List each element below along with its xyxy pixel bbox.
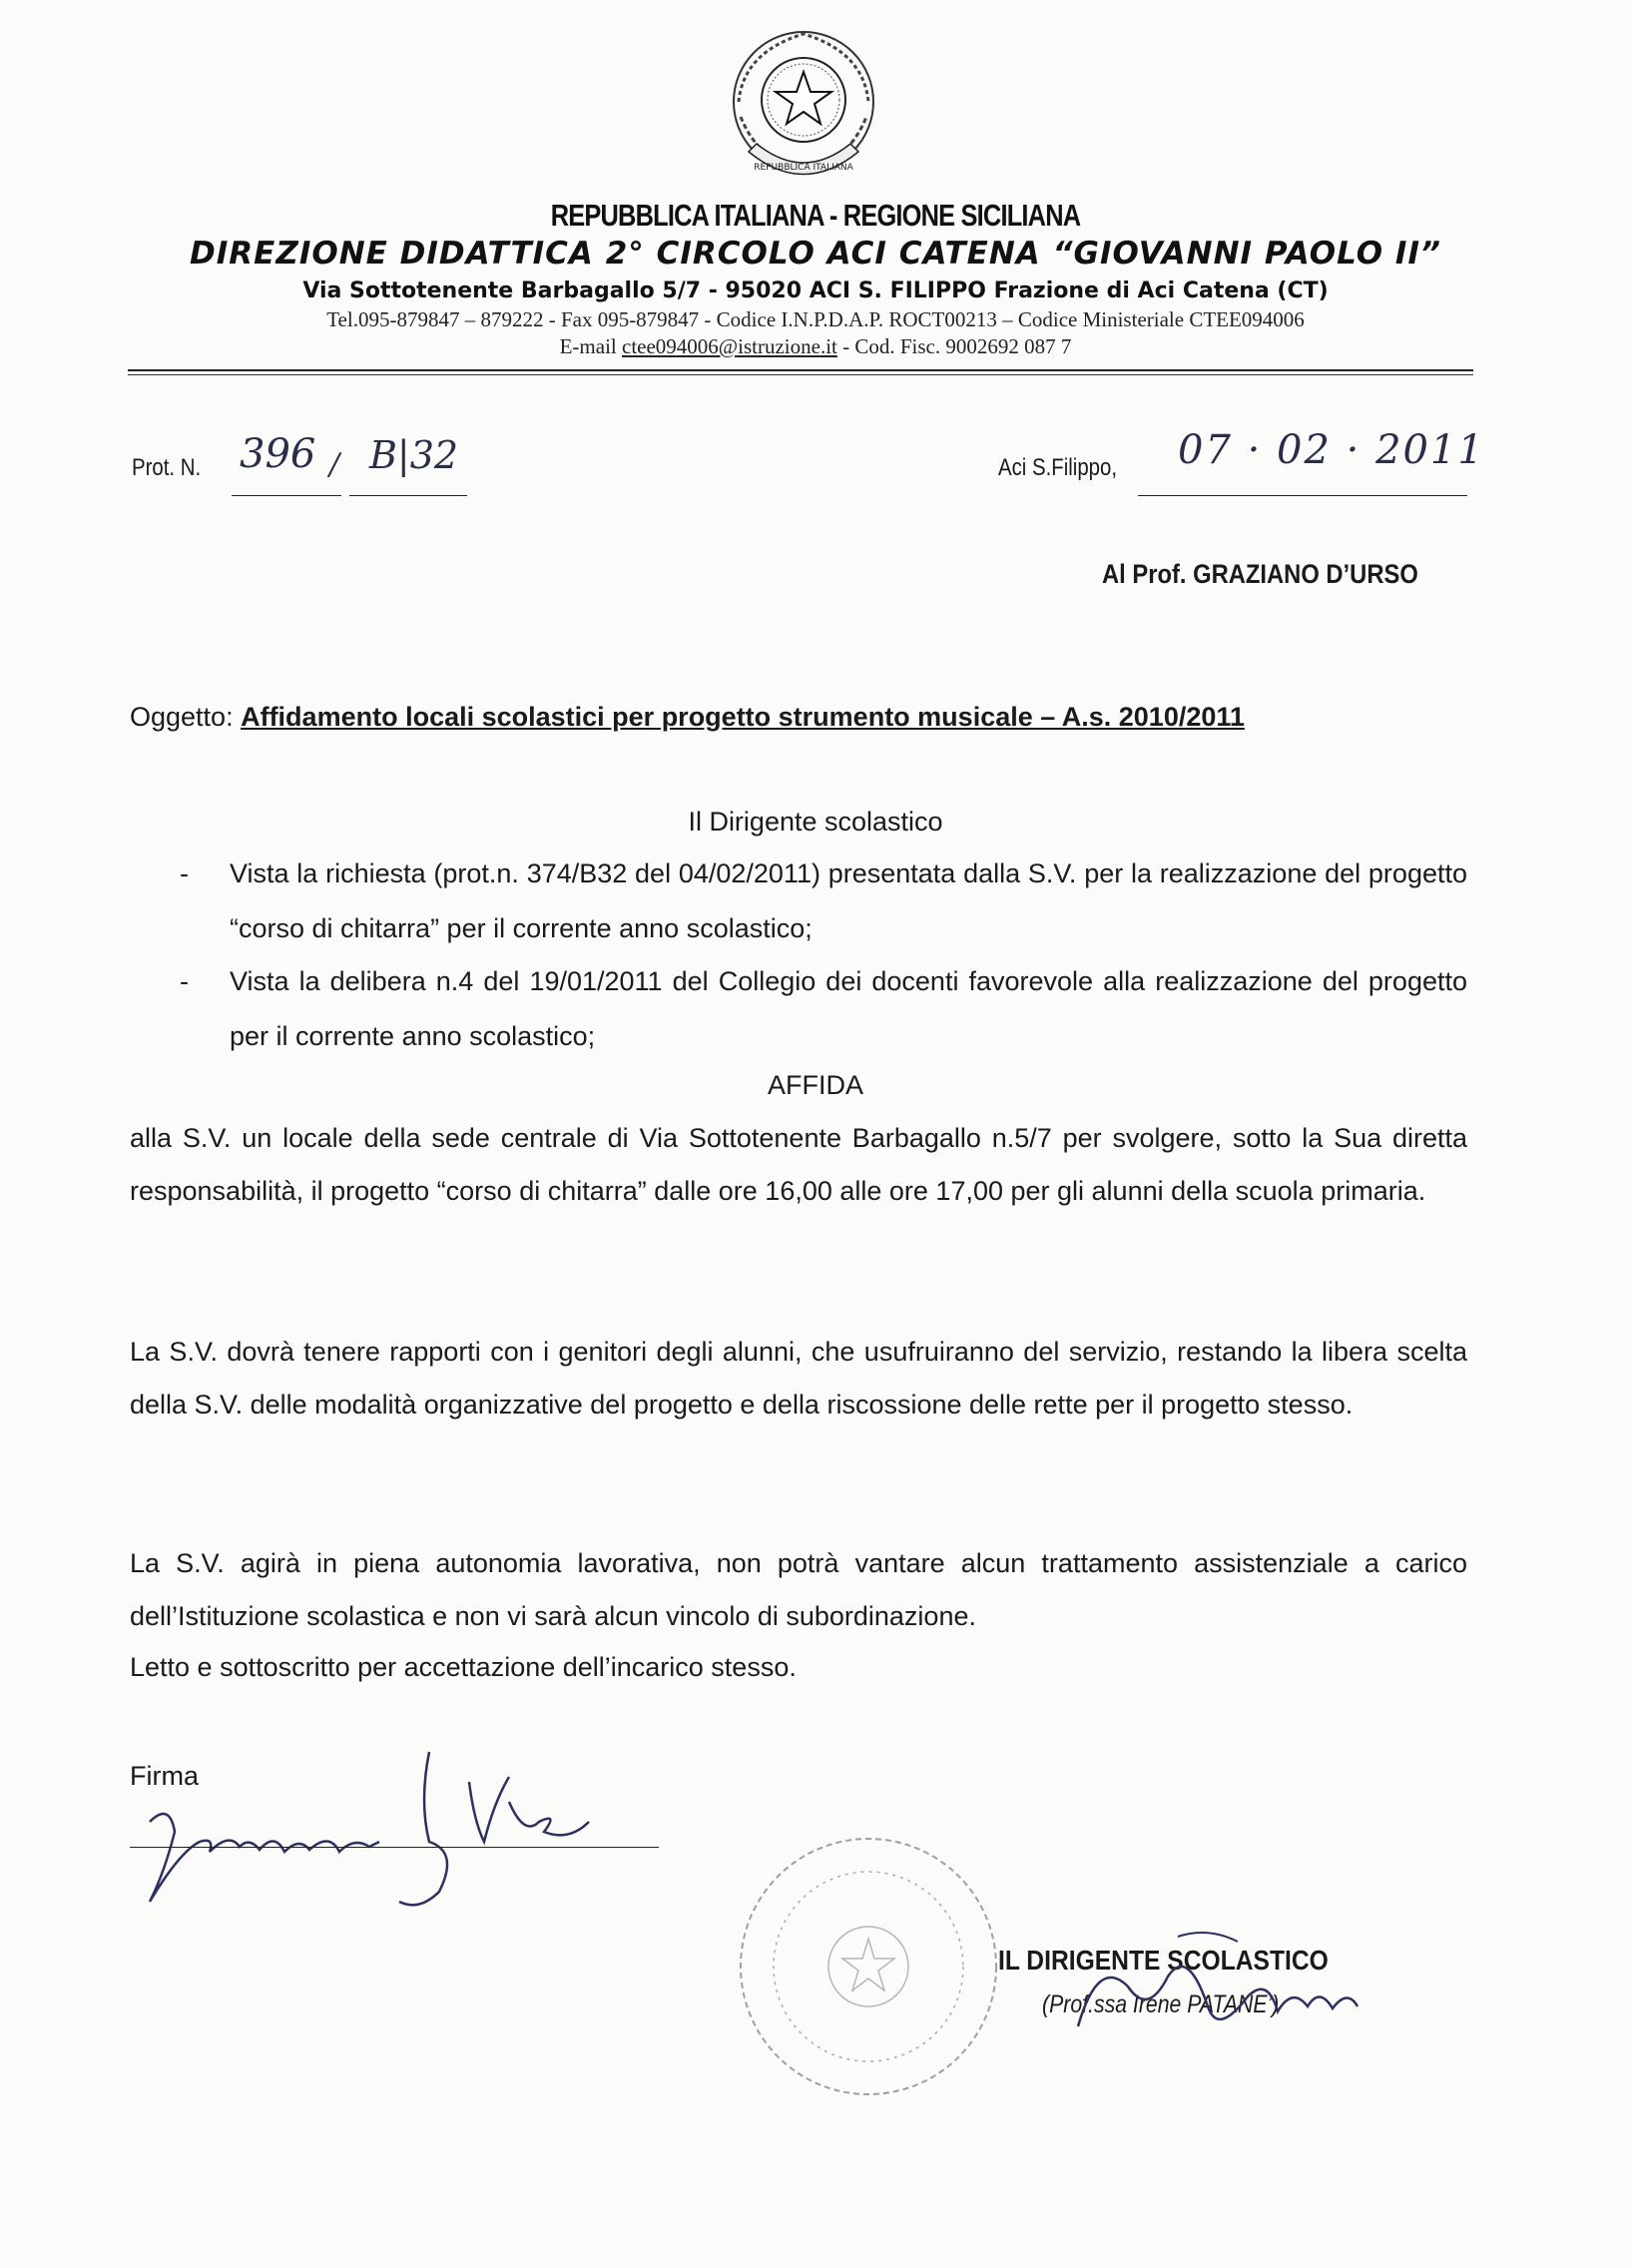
- paragraph-parents: La S.V. dovrà tenere rapporti con i genitori degli alunni, che usufruiranno del servizio, restando la libera scelta della S.V. delle modalità organizzative del progetto e della riscossione delle rette per il progetto stesso.: [130, 1337, 1467, 1419]
- paragraph-assignment: alla S.V. un locale della sede centrale di Via Sottotenente Barbagallo n.5/7 per svolgere, sotto la Sua diretta responsabilità, il progetto “corso di chitarra” dalle ore 16,00 alle ore 17,00 per gli alunni della scuola primaria.: [130, 1123, 1467, 1206]
- bullet-item-2: Vista la delibera n.4 del 19/01/2011 del Collegio dei docenti favorevole alla realizzazione del progetto per il corrente anno scolastico;: [230, 966, 1467, 1051]
- handwritten-date: 07 · 02 · 2011: [1178, 427, 1485, 473]
- email-link[interactable]: ctee094006@istruzione.it: [622, 334, 837, 358]
- bullet-item-1: Vista la richiesta (prot.n. 374/B32 del 04/02/2011) presentata dalla S.V. per la realizzazione del progetto “corso di chitarra” per il corrente anno scolastico;: [230, 858, 1467, 943]
- emblem-ribbon-text: REPUBBLICA ITALIANA: [754, 163, 853, 173]
- subject-label: Oggetto:: [130, 702, 242, 732]
- header-divider: [128, 369, 1473, 371]
- recipient: Al Prof. GRAZIANO D’URSO: [1102, 559, 1418, 589]
- email-label: E-mail: [559, 334, 622, 358]
- header-divider-thin: [128, 374, 1473, 375]
- date-line: [1138, 495, 1467, 496]
- protocol-code-line: [349, 495, 467, 496]
- bullet-mark-1: -: [180, 858, 189, 888]
- affida-heading: AFFIDA: [767, 1070, 863, 1100]
- director-title: IL DIRIGENTE SCOLASTICO: [998, 1945, 1329, 1976]
- letterhead-contacts: Tel.095-879847 – 879222 - Fax 095-879847 - Codice I.N.P.D.A.P. ROCT00213 – Codice Ministeriale CTEE094006: [326, 307, 1305, 331]
- protocol-number: 396: [240, 431, 316, 477]
- firma-line: [130, 1847, 659, 1848]
- protocol-label: Prot. N.: [132, 454, 202, 481]
- subject-line: [130, 702, 1245, 733]
- firma-label: Firma: [130, 1761, 199, 1791]
- paragraph-acceptance: Letto e sottoscritto per accettazione dell’incarico stesso.: [130, 1652, 797, 1682]
- letterhead-email-fiscal: [0, 334, 1631, 359]
- subject-text: Affidamento locali scolastici per progetto strumento musicale – A.s. 2010/2011: [241, 702, 1245, 732]
- letterhead-republic: REPUBBLICA ITALIANA - REGIONE SICILIANA: [550, 198, 1081, 233]
- director-name: (Prof.ssa Irene PATANE’): [1042, 1990, 1280, 2018]
- bullet-mark-2: -: [180, 966, 189, 996]
- protocol-code: B|32: [369, 433, 459, 477]
- fiscal-code: - Cod. Fisc. 9002692 087 7: [836, 334, 1072, 358]
- school-stamp: [719, 1817, 1018, 2116]
- place-label: Aci S.Filippo,: [998, 454, 1118, 481]
- letterhead-school-name: DIREZIONE DIDATTICA 2° CIRCOLO ACI CATENA “GIOVANNI PAOLO II”: [190, 236, 1441, 272]
- director-signature: [1058, 1917, 1387, 2066]
- republic-emblem-icon: [719, 22, 888, 202]
- protocol-separator: /: [329, 447, 340, 482]
- letterhead-address: Via Sottotenente Barbagallo 5/7 - 95020 ACI S. FILIPPO Frazione di Aci Catena (CT): [302, 279, 1329, 303]
- paragraph-autonomy: La S.V. agirà in piena autonomia lavorativa, non potrà vantare alcun trattamento assistenziale a carico dell’Istituzione scolastica e non vi sarà alcun vincolo di subordinazione.: [130, 1548, 1467, 1631]
- protocol-number-line: [232, 495, 341, 496]
- issuer-heading: Il Dirigente scolastico: [688, 807, 943, 837]
- recipient-signature: [130, 1742, 649, 1922]
